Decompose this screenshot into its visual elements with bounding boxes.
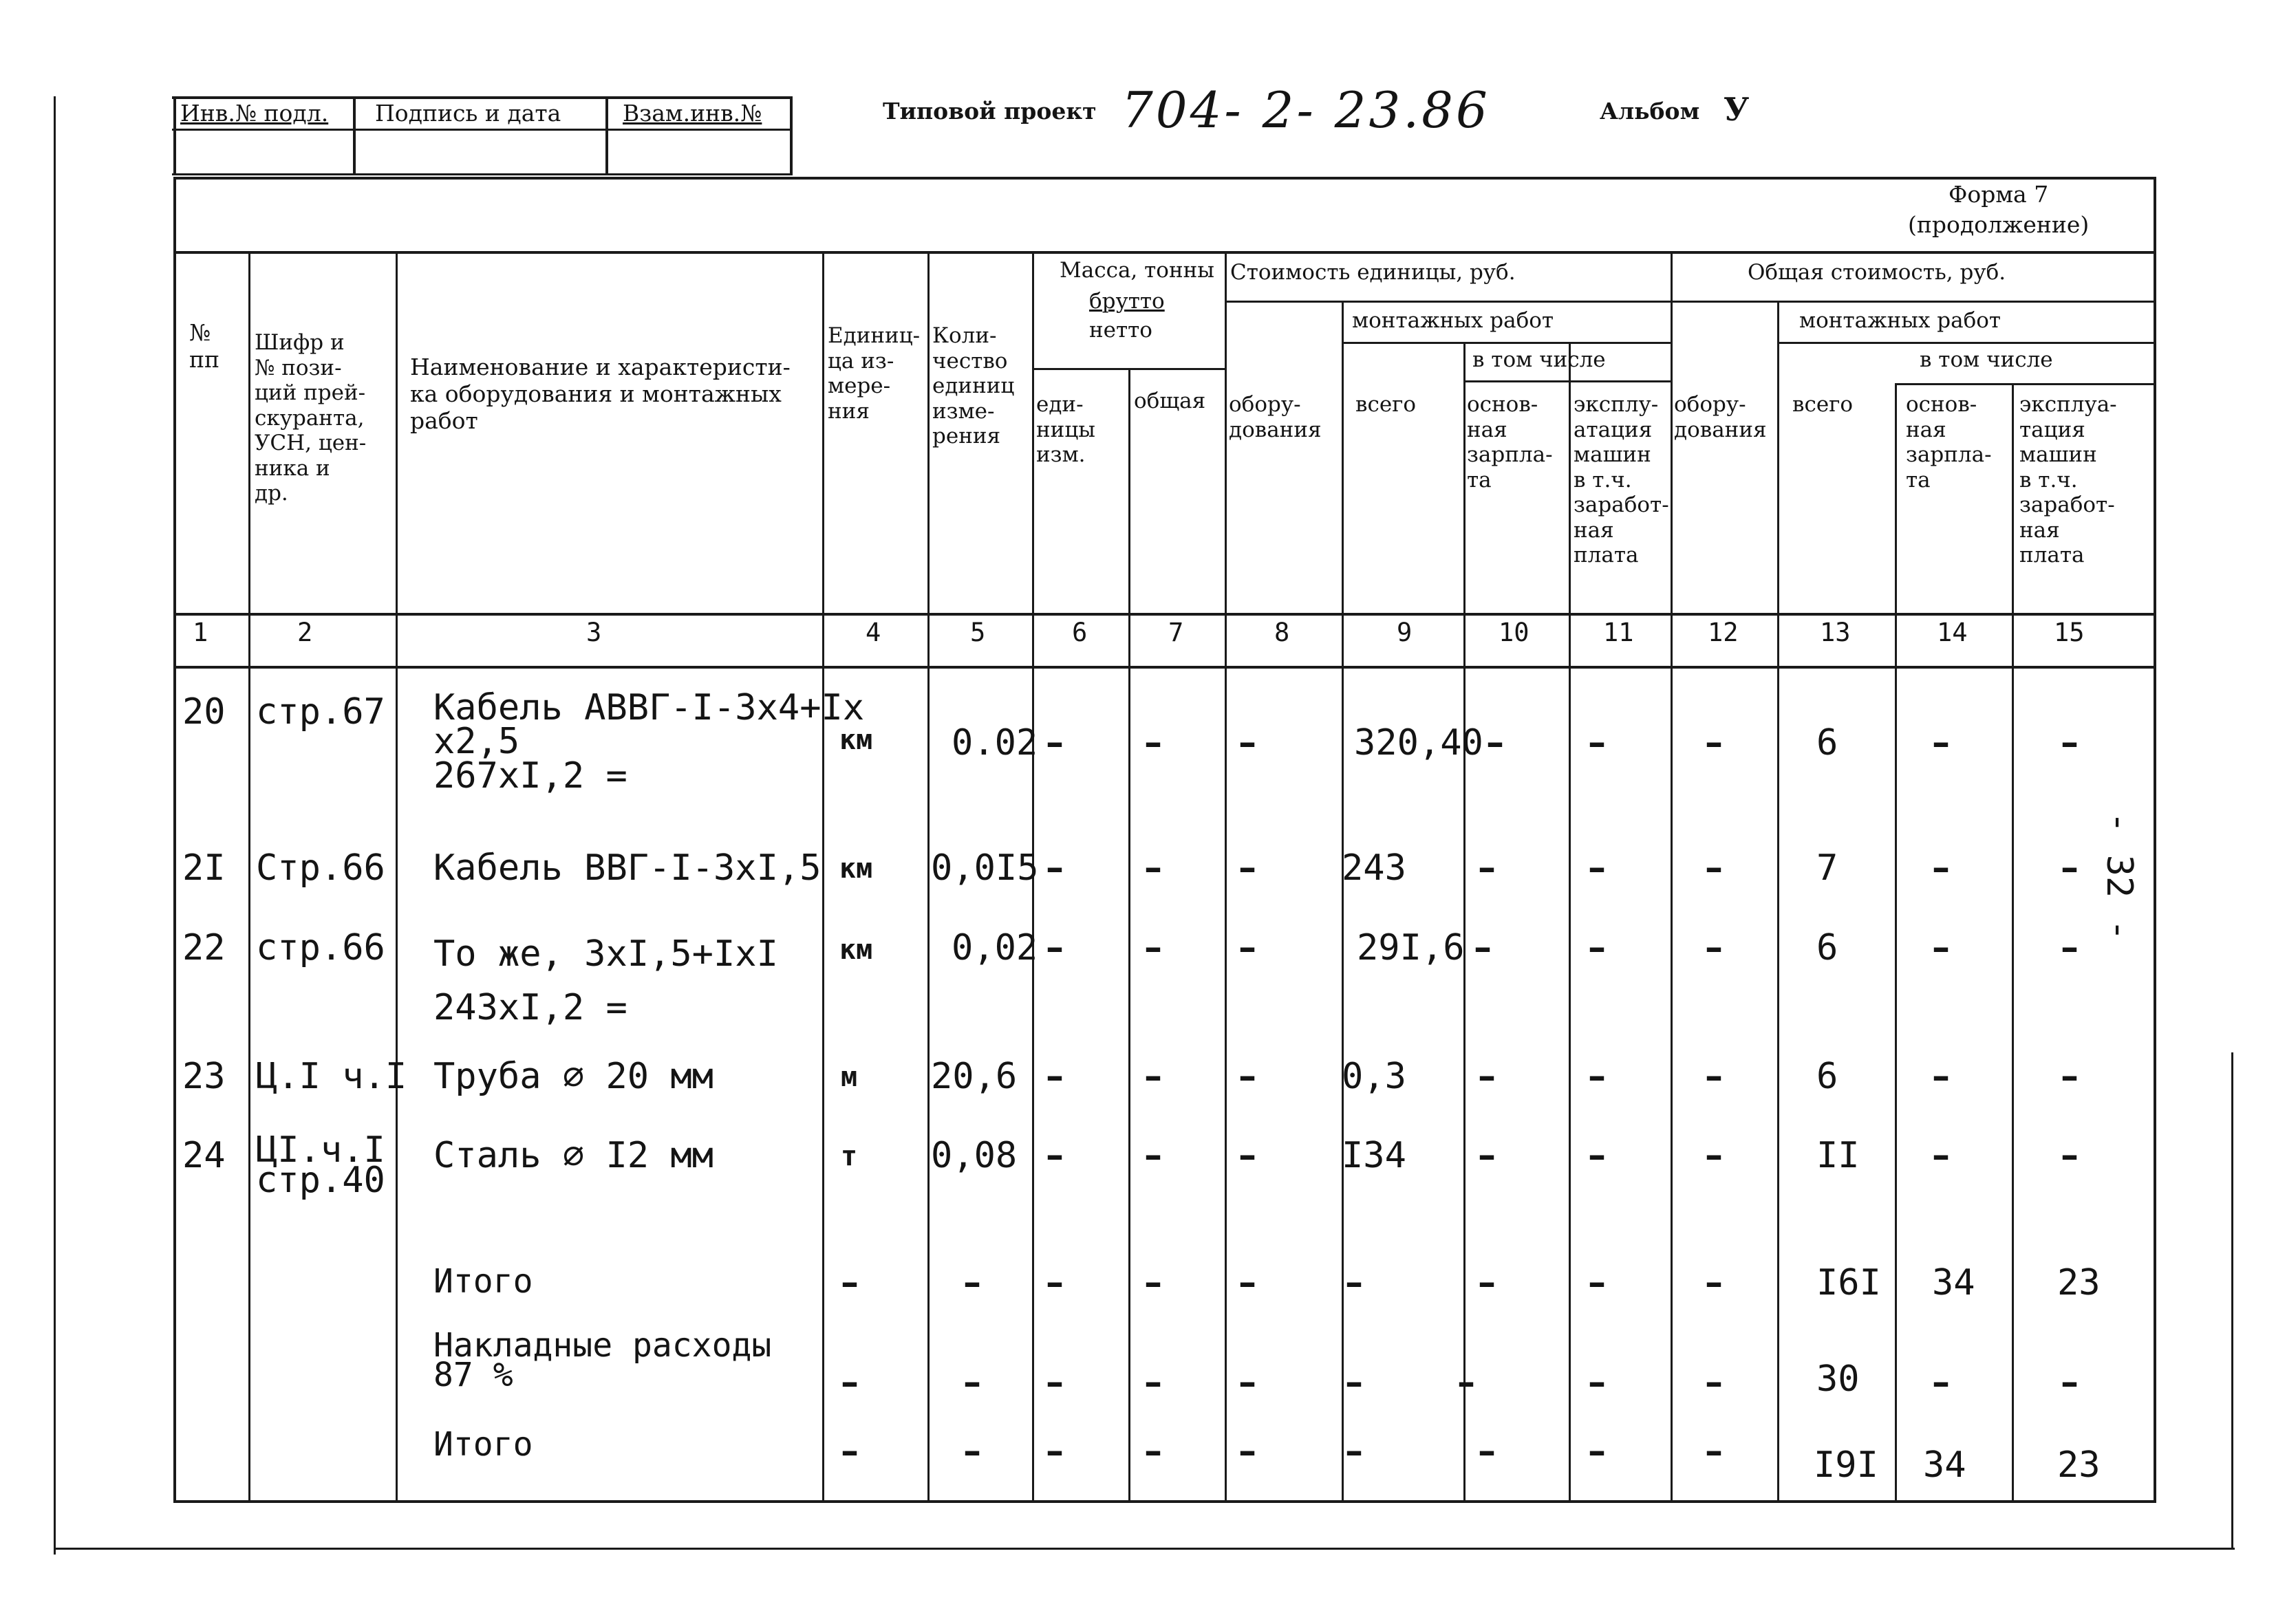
cell-c12: – [1705, 1056, 1723, 1097]
cell-c8: – [1238, 927, 1256, 968]
header-col-2: Шифр и № пози- ций прей- скуранта, УСН, цен- ника и др. [255, 330, 367, 506]
cell-c13: I6I [1816, 1262, 1881, 1303]
cell-c6: – [1046, 847, 1064, 889]
cell-name: Итого [433, 1425, 533, 1464]
cell-c10: – [1478, 1056, 1496, 1097]
form-subtitle: (продолжение) [1908, 211, 2090, 238]
col-number: 4 [866, 618, 881, 647]
cell-c6: – [1046, 1135, 1064, 1176]
cell-c6: – [1046, 1431, 1064, 1472]
cell-c12: – [1705, 847, 1723, 889]
col-number: 11 [1603, 618, 1634, 647]
page-number: - 32 - [2098, 812, 2140, 941]
col-number: 5 [970, 618, 986, 647]
cell-unit: км [839, 853, 873, 885]
cell-c9: 0,3 [1342, 1056, 1406, 1097]
col-number: 15 [2054, 618, 2085, 647]
cell-c7: – [1144, 1056, 1162, 1097]
header-montazh-total: монтажных работ [1799, 308, 2001, 333]
header-col-12: обору- дования [1674, 392, 1767, 442]
cell-name: Сталь ⌀ I2 мм [433, 1135, 713, 1176]
cell-unit: – [841, 1431, 859, 1472]
col-number: 10 [1499, 618, 1529, 647]
col-number: 12 [1708, 618, 1739, 647]
cell-c7: – [1144, 847, 1162, 889]
form-title: Форма 7 [1948, 181, 2049, 208]
cell-c6: – [1046, 1262, 1064, 1303]
album-value: У [1724, 91, 1750, 128]
cell-c15: – [2061, 927, 2079, 968]
cell-c12: – [1705, 1135, 1723, 1176]
cell-c13: 6 [1816, 927, 1838, 968]
header-cost-unit: Стоимость единицы, руб. [1230, 260, 1516, 285]
cell-c14: – [1932, 847, 1950, 889]
cell-name: Итого [433, 1262, 533, 1301]
cell-c15: 23 [2057, 1444, 2101, 1486]
cell-c13: II [1816, 1135, 1860, 1176]
cell-qty: 0,0I5 [931, 847, 1039, 889]
cell-qty: – [963, 1362, 981, 1403]
cell-c9: – [1345, 1362, 1363, 1403]
cell-n: 22 [182, 927, 226, 968]
cell-c6: – [1046, 1362, 1064, 1403]
cell-name: Накладные расходы 87 % [433, 1326, 772, 1395]
bottom-margin-line [54, 1548, 2235, 1550]
stamp-podpis: Подпись и дата [375, 100, 561, 127]
col-number: 2 [297, 618, 313, 647]
header-col-1: № пп [189, 319, 219, 373]
project-code: 704- 2- 23.86 [1121, 81, 1490, 139]
header-col-10: основ- ная зарпла- та [1467, 392, 1553, 492]
cell-c10: – [1486, 722, 1504, 764]
header-montazh-unit: монтажных работ [1352, 308, 1554, 333]
cell-c14: – [1932, 722, 1950, 764]
cell-qty: 20,6 [931, 1056, 1018, 1097]
cell-c13: 7 [1816, 847, 1838, 889]
cell-c13: 30 [1816, 1358, 1860, 1400]
cell-qty: 0,02 [952, 927, 1038, 968]
cell-c15: – [2061, 1056, 2079, 1097]
cell-c6: – [1046, 722, 1064, 764]
header-col-9: всего [1355, 392, 1417, 417]
cell-c8: – [1238, 1431, 1256, 1472]
cell-c14: 34 [1923, 1444, 1966, 1486]
cell-c9: – [1345, 1262, 1363, 1303]
cell-c11: – [1588, 1262, 1606, 1303]
cell-n: 23 [182, 1056, 226, 1097]
cell-c7: – [1144, 1262, 1162, 1303]
cell-c15: – [2061, 847, 2079, 889]
cell-c9: 243 [1342, 847, 1406, 889]
stamp-vzam: Взам.инв.№ [623, 100, 762, 127]
header-col-13: всего [1792, 392, 1854, 417]
cell-code: Ц.I ч.I [256, 1056, 407, 1097]
header-v-tom-total: в том числе [1920, 347, 2053, 372]
cell-c12: – [1705, 722, 1723, 764]
cell-code: Стр.66 [256, 847, 385, 889]
cell-c12: – [1705, 1362, 1723, 1403]
header-col-14: основ- ная зарпла- та [1906, 392, 1992, 492]
header-col-8: обору- дования [1229, 392, 1322, 442]
cell-c11: – [1588, 1362, 1606, 1403]
cell-c7: – [1144, 927, 1162, 968]
header-col-4: Единиц- ца из- мере- ния [828, 323, 921, 424]
cell-n: 24 [182, 1135, 226, 1176]
cell-c13: I9I [1814, 1444, 1878, 1486]
cell-c11: – [1588, 1431, 1606, 1472]
cell-c8: – [1238, 1362, 1256, 1403]
cell-c10: – [1478, 1431, 1496, 1472]
cell-c10: – [1478, 1262, 1496, 1303]
cell-c14: – [1932, 927, 1950, 968]
cell-qty: 0.02 [952, 722, 1038, 764]
col-number: 14 [1937, 618, 1968, 647]
cell-code: стр.66 [256, 927, 385, 968]
cell-unit: – [841, 1362, 859, 1403]
project-label: Типовой проект [883, 98, 1097, 124]
cell-unit: м [841, 1061, 858, 1093]
cell-c7: – [1144, 1135, 1162, 1176]
col-number: 9 [1397, 618, 1413, 647]
cell-c11: – [1588, 927, 1606, 968]
cell-c10: – [1478, 1135, 1496, 1176]
cell-c8: – [1238, 1056, 1256, 1097]
header-netto: нетто [1089, 318, 1152, 343]
cell-c6: – [1046, 927, 1064, 968]
cell-c6: – [1046, 1056, 1064, 1097]
col-number: 6 [1072, 618, 1088, 647]
header-col-11: эксплу- атация машин в т.ч. заработ- ная плата [1574, 392, 1669, 568]
cell-qty: 0,08 [931, 1135, 1018, 1176]
header-col-5: Коли- чество единиц изме- рения [932, 323, 1015, 449]
header-mass: Масса, тонны [1060, 258, 1214, 283]
cell-c9: I34 [1342, 1135, 1406, 1176]
cell-c13: 6 [1816, 722, 1838, 764]
cell-name: Кабель ВВГ-I-3хI,5 [433, 847, 822, 889]
cell-n: 20 [182, 691, 226, 733]
header-cost-total: Общая стоимость, руб. [1748, 260, 2006, 285]
cell-c14: – [1932, 1056, 1950, 1097]
cell-c7: – [1144, 722, 1162, 764]
stamp-inv-podl: Инв.№ подл. [180, 100, 329, 127]
cell-c14: – [1932, 1362, 1950, 1403]
header-brutto: брутто [1089, 289, 1165, 314]
cell-n: 2I [182, 847, 226, 889]
cell-c10: – [1457, 1362, 1475, 1403]
col-number: 13 [1820, 618, 1851, 647]
cell-c9: 29I,6 [1357, 927, 1465, 968]
col-number: 1 [193, 618, 208, 647]
cell-name: То же, 3хI,5+IхI 243хI,2 = [433, 933, 778, 1028]
cell-qty: – [963, 1431, 981, 1472]
cell-c14: – [1932, 1135, 1950, 1176]
header-col-3: Наименование и характеристи- ка оборудования и монтажных работ [410, 354, 791, 434]
cell-c8: – [1238, 1262, 1256, 1303]
cell-qty: – [963, 1262, 981, 1303]
cell-c12: – [1705, 1262, 1723, 1303]
cell-c15: – [2061, 1135, 2079, 1176]
header-v-tom-unit: в том числе [1472, 347, 1606, 372]
cell-c11: – [1588, 1135, 1606, 1176]
cell-c14: 34 [1932, 1262, 1975, 1303]
col-number: 7 [1168, 618, 1184, 647]
cell-c11: – [1588, 847, 1606, 889]
cell-unit: км [839, 934, 873, 966]
cell-c12: – [1705, 927, 1723, 968]
cell-c9: – [1345, 1431, 1363, 1472]
cell-unit: т [841, 1140, 858, 1172]
cell-c8: – [1238, 847, 1256, 889]
cell-code: ЦI.ч.I стр.40 [256, 1129, 385, 1202]
cell-c8: – [1238, 722, 1256, 764]
header-col-7: общая [1134, 389, 1206, 413]
cell-c11: – [1588, 1056, 1606, 1097]
cell-c8: – [1238, 1135, 1256, 1176]
cell-c13: 6 [1816, 1056, 1838, 1097]
cell-c12: – [1705, 1431, 1723, 1472]
cell-c15: 23 [2057, 1262, 2101, 1303]
cell-name: Кабель АВВГ-I-3х4+Iх х2,5 267хI,2 = [433, 687, 865, 797]
left-margin-line [54, 96, 56, 1555]
album-label: Альбом [1600, 98, 1700, 124]
header-col-15: эксплуа- тация машин в т.ч. заработ- ная плата [2019, 392, 2117, 568]
right-margin-line [2231, 1052, 2233, 1548]
header-col-6: еди- ницы изм. [1036, 392, 1095, 468]
cell-unit: км [839, 724, 873, 756]
col-number: 3 [586, 618, 602, 647]
cell-code: стр.67 [256, 691, 385, 733]
cell-c10: – [1478, 847, 1496, 889]
cell-c15: – [2061, 1362, 2079, 1403]
cell-c10: – [1474, 927, 1492, 968]
col-number: 8 [1274, 618, 1290, 647]
cell-c7: – [1144, 1431, 1162, 1472]
cell-c11: – [1588, 722, 1606, 764]
cell-c7: – [1144, 1362, 1162, 1403]
cell-name: Труба ⌀ 20 мм [433, 1056, 713, 1097]
cell-c9: 320,40 [1354, 722, 1483, 764]
cell-c15: – [2061, 722, 2079, 764]
cell-unit: – [841, 1262, 859, 1303]
